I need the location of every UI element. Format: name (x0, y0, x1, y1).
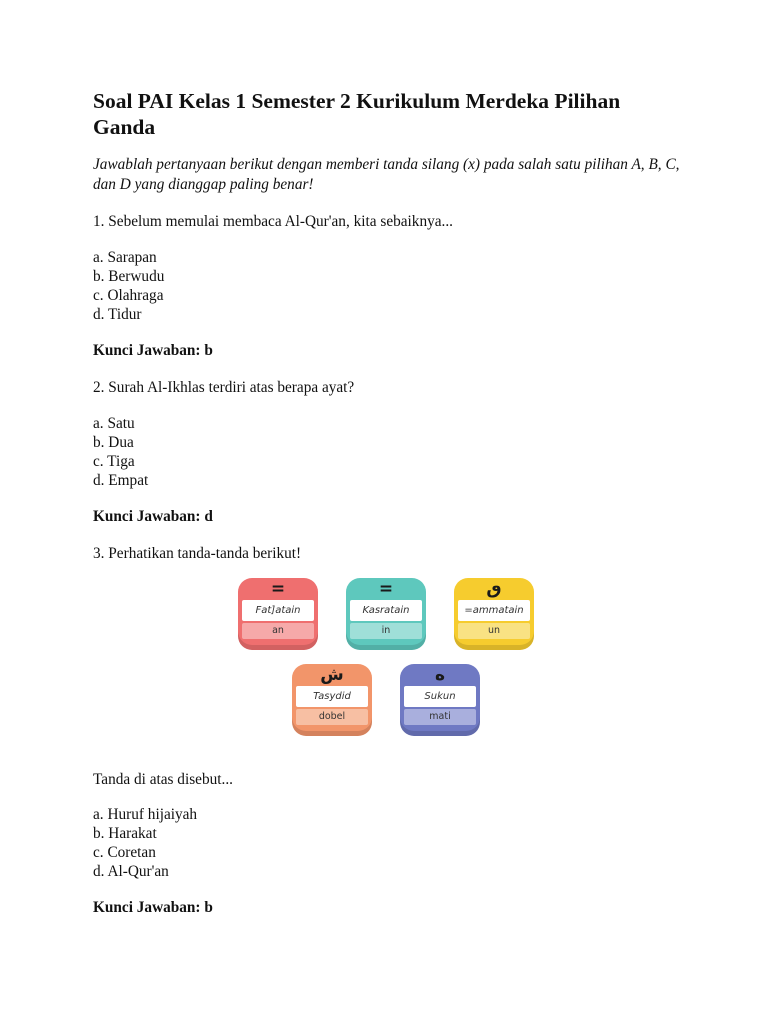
answer-key-3: Kunci Jawaban: b (93, 899, 213, 916)
harakat-card-fathatain (238, 578, 318, 650)
option-1c: c. Olahraga (93, 286, 164, 304)
harakat-card-tasydid (292, 664, 372, 736)
harakat-glyph: ٯ (486, 578, 502, 599)
harakat-sound: mati (404, 709, 476, 725)
option-2b: b. Dua (93, 433, 134, 451)
harakat-glyph: = (378, 578, 394, 599)
harakat-card-sukun (400, 664, 480, 736)
harakat-label: Kasratain (350, 600, 422, 621)
question-2: 2. Surah Al-Ikhlas terdiri atas berapa ayat? (93, 379, 355, 396)
harakat-glyph: = (270, 578, 286, 599)
option-1d: d. Tidur (93, 305, 142, 323)
option-3d: d. Al-Qur'an (93, 863, 169, 880)
answer-key-1: Kunci Jawaban: b (93, 341, 213, 359)
option-3c: c. Coretan (93, 844, 156, 861)
harakat-label: Fat]atain (242, 600, 314, 621)
options-3 (93, 805, 683, 881)
instruction-text: Jawablah pertanyaan berikut dengan memberi tanda silang (x) pada salah satu pilihan A, B, C, dan D yang dianggap paling benar! (93, 156, 680, 193)
option-3a: a. Huruf hijaiyah (93, 806, 198, 823)
options-1 (93, 248, 683, 324)
option-2c: c. Tiga (93, 452, 135, 470)
harakat-card-dammatain (454, 578, 534, 650)
question-3-followup: Tanda di atas disebut... (93, 770, 233, 788)
option-2a: a. Satu (93, 414, 135, 432)
answer-key-2: Kunci Jawaban: d (93, 507, 213, 525)
harakat-label: =ammatain (458, 600, 530, 621)
harakat-glyph: ﺵ (320, 664, 344, 685)
options-2 (93, 414, 683, 490)
document-body (93, 88, 683, 918)
question-3: 3. Perhatikan tanda-tanda berikut! (93, 545, 302, 562)
harakat-image (93, 578, 683, 750)
option-1a: a. Sarapan (93, 248, 157, 266)
harakat-card-kasratain (346, 578, 426, 650)
option-1b: b. Berwudu (93, 267, 165, 285)
option-3b: b. Harakat (93, 825, 157, 842)
harakat-sound: dobel (296, 709, 368, 725)
harakat-label: Sukun (404, 686, 476, 707)
harakat-sound: in (350, 623, 422, 639)
option-2d: d. Empat (93, 471, 149, 489)
question-1: 1. Sebelum memulai membaca Al-Qur'an, kita sebaiknya... (93, 213, 454, 230)
harakat-label: Tasydid (296, 686, 368, 707)
page-title: Soal PAI Kelas 1 Semester 2 Kurikulum Merdeka Pilihan Ganda (93, 89, 621, 139)
harakat-sound: un (458, 623, 530, 639)
harakat-glyph: ه (434, 664, 446, 685)
harakat-sound: an (242, 623, 314, 639)
